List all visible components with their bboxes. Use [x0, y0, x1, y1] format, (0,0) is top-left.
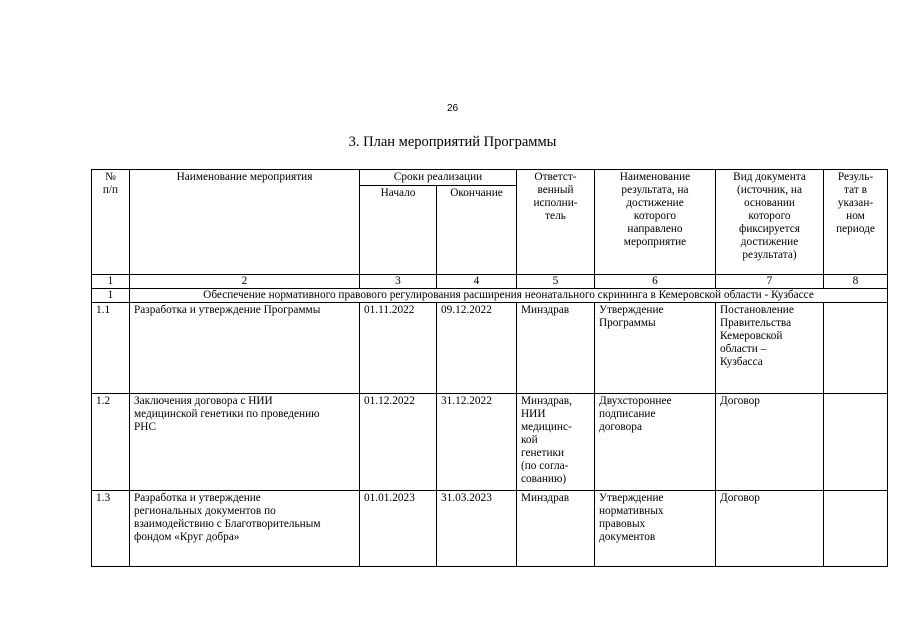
section-num: 1: [92, 289, 130, 303]
header-result-name: Наименование результата, на достижение которого направлено мероприятие: [595, 170, 716, 275]
column-number: 8: [824, 275, 888, 289]
header-result-period: Резуль- тат в указан- ном периоде: [824, 170, 888, 275]
row-result-name: Двухстороннее подписание договора: [595, 394, 716, 491]
row-doc-type: Договор: [716, 491, 824, 567]
row-end: 31.03.2023: [437, 491, 517, 567]
section-title-cell: Обеспечение нормативного правового регулирования расширения неонатального скрининга в Кемеровской области - Кузбассе: [130, 289, 888, 303]
table-row: [92, 491, 888, 567]
row-name: Разработка и утверждение Программы: [130, 303, 360, 394]
header-name: Наименование мероприятия: [130, 170, 360, 275]
row-num: 1.3: [92, 491, 130, 567]
row-start: 01.12.2022: [360, 394, 437, 491]
column-number: 4: [437, 275, 517, 289]
row-doc-type: Постановление Правительства Кемеровской области – Кузбасса: [716, 303, 824, 394]
row-doc-type: Договор: [716, 394, 824, 491]
row-responsible: Минздрав: [517, 303, 595, 394]
header-end: Окончание: [437, 186, 517, 275]
row-result-name: Утверждение нормативных правовых документов: [595, 491, 716, 567]
column-number: 2: [130, 275, 360, 289]
column-number: 1: [92, 275, 130, 289]
row-num: 1.1: [92, 303, 130, 394]
table-row: [92, 394, 888, 491]
header-responsible: Ответст- венный исполни- тель: [517, 170, 595, 275]
page-number: 26: [446, 103, 459, 114]
row-start: 01.01.2023: [360, 491, 437, 567]
column-numbers-row: [92, 275, 888, 289]
header-doc-type: Вид документа (источник, на основании которого фиксируется достижение результата): [716, 170, 824, 275]
row-end: 31.12.2022: [437, 394, 517, 491]
section-row: [92, 289, 888, 303]
row-name: Заключения договора с НИИ медицинской генетики по проведению РНС: [130, 394, 360, 491]
plan-table: [91, 169, 888, 567]
row-num: 1.2: [92, 394, 130, 491]
column-number: 6: [595, 275, 716, 289]
header-row: [92, 170, 888, 186]
header-start: Начало: [360, 186, 437, 275]
column-number: 5: [517, 275, 595, 289]
column-number: 7: [716, 275, 824, 289]
row-responsible: Минздрав: [517, 491, 595, 567]
row-result-period: [824, 303, 888, 394]
table-row: [92, 303, 888, 394]
header-num: № п/п: [92, 170, 130, 275]
row-start: 01.11.2022: [360, 303, 437, 394]
column-number: 3: [360, 275, 437, 289]
section-title: 3. План мероприятий Программы: [348, 134, 557, 150]
row-end: 09.12.2022: [437, 303, 517, 394]
row-result-name: Утверждение Программы: [595, 303, 716, 394]
row-name: Разработка и утверждение региональных документов по взаимодействию с Благотворительным фондом «Круг добра»: [130, 491, 360, 567]
header-terms: Сроки реализации: [360, 170, 517, 186]
row-result-period: [824, 394, 888, 491]
row-result-period: [824, 491, 888, 567]
row-responsible: Минздрав, НИИ медицинс- кой генетики (по согла- сованию): [517, 394, 595, 491]
